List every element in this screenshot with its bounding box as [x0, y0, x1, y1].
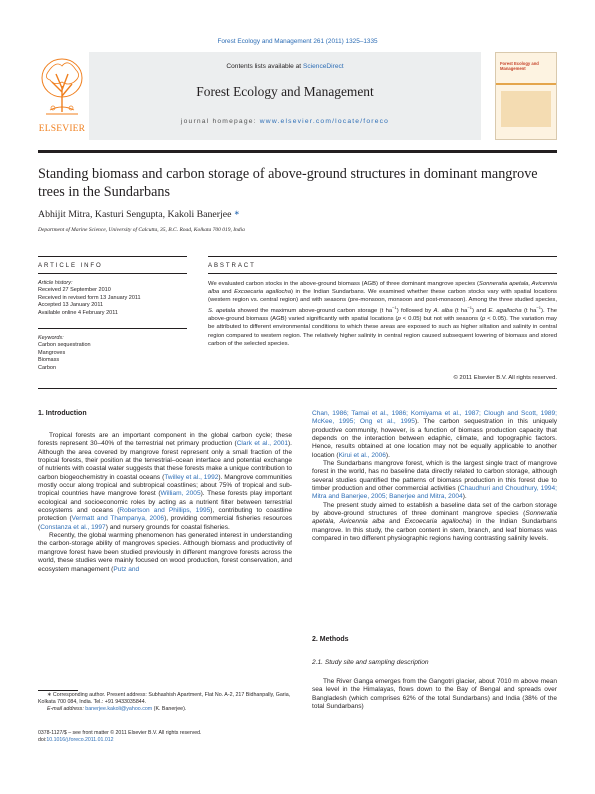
section-heading-methods: 2. Methods [312, 636, 349, 643]
footnote-rule [38, 690, 78, 691]
history-online: Available online 4 February 2011 [38, 309, 118, 316]
journal-title: Forest Ecology and Management [196, 84, 374, 99]
front-matter-note [38, 730, 292, 744]
article-title: Standing biomass and carbon storage of above-ground structures in dominant mangrove trees in the Sundarbans [38, 166, 538, 200]
abstract-heading: ABSTRACT [208, 262, 256, 269]
paragraph: The present study aimed to establish a baseline data set of the carbon storage by above-ground structures of three dominant mangrove species (Sonneratia apetala, Avicennia alba and Excoecaria agallocha) in the Indian Sundarbans mangrove. In this study, the carbon content in stem, branch, and leaf biomass was compared in two different physiographic regions having contrasting salinity levels. [312, 501, 557, 543]
citation-link[interactable]: Vermatt and Thampanya, 2006 [71, 515, 165, 523]
keywords-rule [38, 328, 187, 329]
abstract-subrule [208, 273, 557, 274]
journal-header-box [89, 52, 481, 140]
copyright-notice: © 2011 Elsevier B.V. All rights reserved. [453, 375, 557, 381]
article-info-rule [38, 256, 187, 257]
keywords-label: Keywords: [38, 335, 64, 341]
keyword-item: Carbon sequestration [38, 342, 91, 349]
abstract-rule [208, 256, 557, 257]
elsevier-logo [38, 52, 86, 140]
footnote-email: E-mail address: banerjee.kakoli@yahoo.com (K. Banerjee). [47, 706, 187, 712]
doi-line: doi:10.1016/j.foreco.2011.01.012 [38, 737, 114, 743]
article-info-subrule [38, 273, 187, 274]
footnote-text: ∗ Corresponding author. Present address: Subhashish Apartment, Flat No. A-2, 217 Bidhanpally, Garia, Kolkata 700 084, India. Tel.: +91 9433035844. [38, 692, 291, 705]
citation-link[interactable]: Robertson and Phillips, 1995 [119, 507, 211, 515]
header-divider [38, 150, 557, 153]
issn-line: 0378-1127/$ – see front matter © 2011 Elsevier B.V. All rights reserved. [38, 730, 202, 736]
elsevier-wordmark: ELSEVIER [38, 124, 86, 134]
keyword-item: Mangroves [38, 349, 66, 356]
keyword-item: Biomass [38, 357, 60, 364]
history-received: Received 27 September 2010 [38, 287, 111, 294]
history-revised: Received in revised form 13 January 2011 [38, 294, 141, 301]
paragraph: Chan, 1986; Tamai et al., 1986; Komiyama et al., 1987; Clough and Scott, 1989; McKee, 1995; Ong et al., 1995). The carbon sequestration in this uniquely productive community, however, is a function of biomass production capacity that depends on the interaction between edaphic, climate, and topographic factors. Hence, results obtained at one location may not be equally applicable to another location (Kirui et al., 2006). [312, 410, 557, 459]
contents-label: Contents lists available at [226, 63, 303, 70]
citation-link[interactable]: Chaudhuri and Choudhury, 1994; Mitra and Banerjee, 2005; Banerjee and Mitra, 2004 [312, 485, 557, 501]
introduction-left-column [38, 432, 292, 574]
citation-link[interactable]: Putz and [113, 565, 140, 573]
affiliation: Department of Marine Science, University of Calcutta, 35, B.C. Road, Kolkata 700 019, India [38, 227, 245, 233]
abstract-body: We evaluated carbon stocks in the above-ground biomass (AGB) of three dominant mangrove species (Sonneratia apetala, Avicennia alba and Excoecaria agallocha) in the Indian Sundarbans. We examined whether these carbon stocks vary with spatial locations (western region vs. central region) and with seasons (pre-monsoon, monsoon and post-monsoon). Among the three studied species, S. apetala showed the maximum above-ground carbon storage (t $ha^{-1}$) followed by A. alba (t $ha^{-1}$) and E. agallocha (t $ha^{-1}$). The above-ground biomass (AGB) varied significantly with spatial locations (p < 0.05) but not with seasons (p < 0.05). The variation may be attributed to different environmental conditions to which these areas are exposed to such as higher siltation and salinity in central region compared to western region. The relatively higher salinity in central region caused subsequent lowering of biomass and stored carbon of the selected species. [208, 281, 558, 347]
footnote [38, 692, 292, 713]
elsevier-tree-icon [38, 52, 86, 124]
citation-link[interactable]: Chan, 1986; Tamai et al., 1986; Komiyama et al., 1987; Clough and Scott, 1989; McKee, 1995; Ong et al., 1995 [312, 410, 557, 426]
citation-link[interactable]: Kirui et al., 2006 [338, 451, 386, 459]
homepage-label: journal homepage: [180, 118, 260, 125]
contents-line [89, 63, 481, 70]
corresponding-author-link[interactable]: ∗ [233, 209, 240, 217]
author-names: Abhijit Mitra, Kasturi Sengupta, Kakoli Banerjee [38, 209, 232, 220]
subsection-heading-study-site: 2.1. Study site and sampling description [312, 659, 429, 666]
author-list [38, 209, 557, 220]
methods-column [312, 678, 557, 711]
journal-masthead [38, 52, 557, 145]
citation-link[interactable]: Twilley et al., 1992 [164, 473, 219, 481]
citation-link[interactable]: Constanza et al., 1997 [40, 523, 106, 531]
keyword-item: Carbon [38, 364, 57, 371]
cover-title: Forest Ecology and Management [500, 61, 539, 71]
keywords [38, 335, 188, 372]
sciencedirect-link[interactable]: ScienceDirect [302, 63, 344, 70]
history-accepted: Accepted 13 January 2011 [38, 302, 104, 309]
doi-link[interactable]: 10.1016/j.foreco.2011.01.012 [46, 737, 114, 743]
introduction-right-column [312, 410, 557, 544]
journal-homepage [89, 118, 481, 125]
journal-citation[interactable]: Forest Ecology and Management 261 (2011) 1325–1335 [217, 38, 378, 45]
paragraph: The Sundarbans mangrove forest, which is the largest single tract of mangrove forest in the world, has no baseline data directly related to carbon storage, although several studies quantified the patterns of biomass production in this forest due to timber production and other commercial activities (Chaudhuri and Choudhury, 1994; Mitra and Banerjee, 2005; Banerjee and Mitra, 2004). [312, 460, 557, 501]
paragraph: Tropical forests are an important component in the global carbon cycle; these forests represent 30–40% of the terrestrial net primary production (Clark et al., 2001). Although the area covered by mangrove forest represent only a small fraction of the tropical forests, their position at the terrestrial–ocean interface and potential exchange of nutrients with coastal water suggests that these forests make a unique contribution to carbon biogeochemistry in coastal oceans (Twilley et al., 1992). Mangrove communities mostly occur along tropical and subtropical coastlines; about 75% of tropical and sub-tropical countries have mangrove forest (William, 2005). These forests play important ecological and socioeconomic roles by acting as a nutrient filter between terrestrial ecosystems and oceans (Robertson and Phillips, 1995), contributing to coastline protection (Vermatt and Thampanya, 2006), providing commercial fisheries resources (Constanza et al., 1997) and nursery grounds for coastal fisheries. [38, 432, 293, 531]
citation-link[interactable]: William, 2005 [160, 490, 201, 498]
cover-band [496, 83, 556, 85]
cover-image [501, 91, 551, 127]
citation-link[interactable]: Clark et al., 2001 [236, 440, 288, 448]
article-history [38, 280, 188, 317]
article-info-heading: ARTICLE INFO [38, 262, 103, 269]
homepage-link[interactable]: www.elsevier.com/locate/foreco [259, 118, 390, 125]
section-heading-introduction: 1. Introduction [38, 410, 87, 417]
journal-cover-thumbnail[interactable] [495, 52, 557, 140]
email-link[interactable]: banerjee.kakoli@yahoo.com [85, 706, 153, 712]
paragraph: Recently, the global warming phenomenon has generated interest in understanding the carbon-storage ability of mangroves species. Although biomass and productivity of mangrove forest have been studied previously in different mangrove forests across the world, these studies were mainly focused on wood production, forest conservation, and ecosystem management (Putz and [38, 532, 292, 573]
abstract-bottom-rule [38, 388, 557, 389]
paragraph: The River Ganga emerges from the Gangotri glacier, about 7010 m above mean sea level in the Himalayas, flows down to the Bay of Bengal and spreads over Bangladesh (which comprises 62% of the total Sundarbans) and India (38% of the total Sundarbans) [312, 678, 557, 711]
history-label: Article history: [38, 280, 73, 286]
